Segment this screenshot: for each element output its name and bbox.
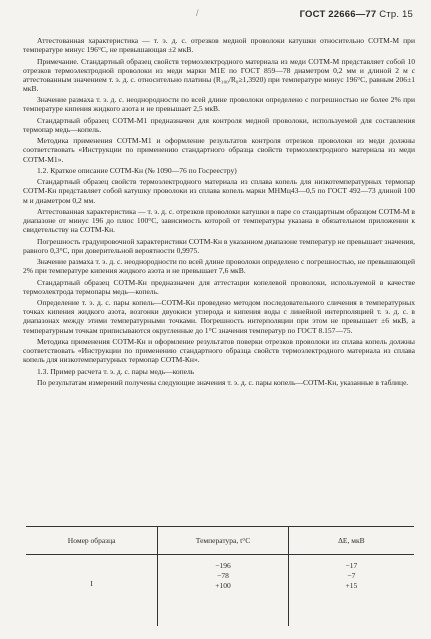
- temperature-value: −196: [215, 561, 231, 570]
- standard-number: ГОСТ 22666—77: [299, 9, 377, 20]
- delta-e-value: +15: [345, 581, 358, 591]
- table-row: [26, 555, 414, 626]
- handwritten-mark: /: [196, 8, 199, 18]
- header-sample: Номер образца: [26, 527, 158, 555]
- header-delta-e: ΔE, мкВ: [288, 527, 414, 555]
- section-heading: 1.3. Пример расчета т. э. д. с. пары медь—копель: [37, 366, 195, 376]
- paragraph: Погрешность градуировочной характеристики СОТМ-Кн в указанном диапазоне температур не превышает значения, равного 0,3°С, при доверительной вероятности 0,9975.: [23, 236, 416, 255]
- cell-values: [288, 555, 414, 626]
- header-temperature: Температура, t°C: [158, 527, 288, 555]
- paragraph: Значение размаха т. э. д. с. неоднородности по всей длине проволоки определено с погрешностью не более 2% при температуре кипения жидкого азота и не превышает 2,5 мкВ.: [23, 95, 415, 114]
- delta-e-value: −17: [345, 561, 358, 570]
- section-heading: 1.2. Краткое описание СОТМ-Кн (№ 1090—76 по Госреестру): [37, 165, 237, 175]
- cell-sample: I: [90, 579, 93, 588]
- paragraph: Стандартный образец СОТМ-Кн предназначен для аттестации копелевой проволоки, используемой в качестве термоэлектрода термопары медь—копель.: [23, 277, 415, 296]
- temperature-value: +100: [215, 581, 231, 591]
- page-header: [300, 9, 413, 20]
- delta-e-value: −7: [347, 571, 356, 581]
- paragraph: Аттестованная характеристика — т. э. д. с. отрезков проволоки катушки в паре со стандартным образцом СОТМ-М в диапазоне от минус 196 до плюс 100°С, зависимость которой от температуры указана в обязательном приложении к свидетельству на СОТМ-Кн.: [23, 206, 415, 235]
- page-number: Стр. 15: [379, 9, 413, 20]
- paragraph: Стандартный образец СОТМ-М1 предназначен для контроля медной проволоки, используемой для составления термопар медь—копель.: [23, 115, 415, 134]
- table-header-row: [26, 527, 414, 555]
- document-body: [23, 36, 415, 387]
- paragraph: Аттестованная характеристика — т. э. д. с. отрезков медной проволоки катушки относительно СОТМ-М при температуре минус 196°С, не превышающая ±2 мкВ.: [23, 36, 415, 55]
- paragraph: Методика применения СОТМ-М1 и оформление результатов контроля отрезков проволоки из меди должны соответствовать «Инструкции по применению стандартного образца свойств термоэлектродного материала из меди СОТМ-М1».: [23, 136, 415, 164]
- results-table: [26, 526, 414, 626]
- temperature-value: −78: [217, 571, 229, 581]
- paragraph: Определение т. э. д. с. пары копель—СОТМ-Кн проведено методом последовательного сличения в температурных точках кипения жидкого азота, возгонки двуокиси углерода и кипения воды с линейной интерполяцией т. э. д. с. в диапазонах между этими температурными точками. Погрешность интерполяции при этом не превышает ±6 мкВ, а температурным точкам приписываются округленные до 1°С значения температур по ГОСТ 8.157—75.: [23, 298, 415, 335]
- paragraph: По результатам измерений получены следующие значения т. э. д. с. пары копель—СОТМ-Кн, указанные в таблице.: [37, 377, 409, 387]
- paragraph: Стандартный образец свойств термоэлектродного материала из сплава копель для низкотемпературных термопар СОТМ-Кн представляет собой катушку проволоки из сплава копель марки МНМц43—0,5 по ГОСТ 492—73 длиной 100 м и диаметром 0,2 мм.: [23, 177, 415, 205]
- paragraph: Методика применения СОТМ-Кн и оформление результатов поверки отрезков проволоки из сплава копель должны соответствовать «Инструкции по применению стандартного образца свойств термоэлектродного материала из сплава копель для низкотемпературных термопар СОТМ-Кн».: [23, 336, 415, 365]
- paragraph: Значение размаха т. э. д. с. неоднородности по всей длине проволоки определено с погрешностью, не превышающей 2% при температуре кипения жидкого азота и не превышает 7,6 мкВ.: [23, 257, 415, 276]
- cell-temperatures: [158, 555, 288, 626]
- note-paragraph: Примечание. Стандартный образец свойств термоэлектродного материала из меди СОТМ-М представляет собой 10 отрезков термоэлектродной проволоки из меди марки М1Е по ГОСТ 859—78 диаметром 0,2 мм и длиной 2 м с аттестованным значением т. э. д. с. относительно платины (R₁₀₀/R₀≥1,3920) при температуре минус 196°С, равным 206±1 мкВ.: [23, 56, 415, 93]
